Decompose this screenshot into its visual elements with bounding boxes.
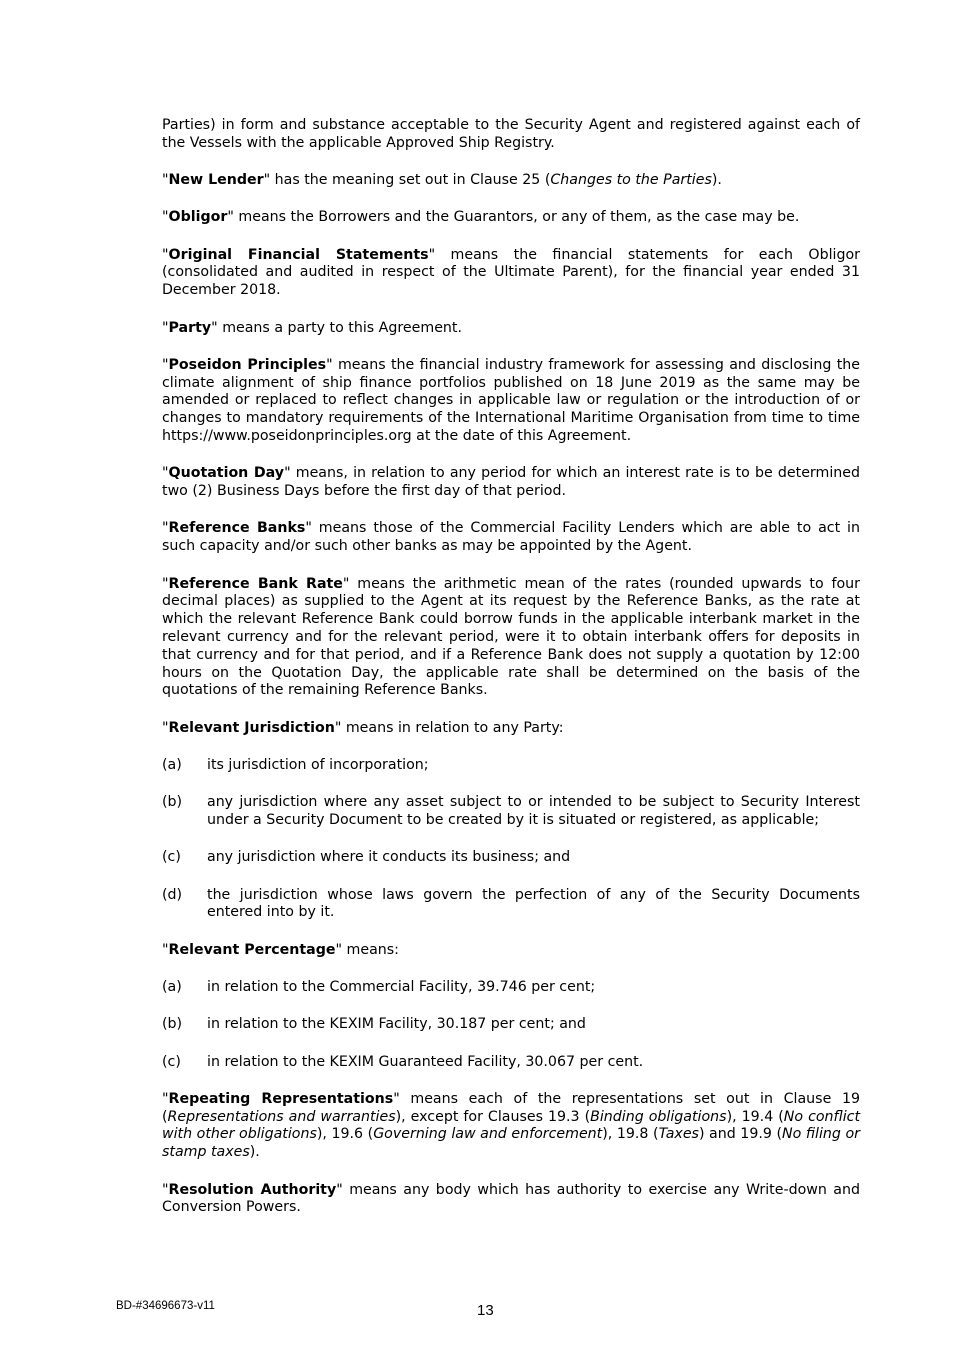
list-item-text: in relation to the KEXIM Guaranteed Facility, 30.067 per cent. [207, 1053, 644, 1070]
clause-reference: Representations and warranties [167, 1108, 396, 1125]
list-item [162, 979, 860, 997]
list-item-text: any jurisdiction where any asset subject to or intended to be subject to Security Interest under a Security Document to be created by it is situated or registered, as applicable; [207, 794, 860, 829]
list-item [162, 1016, 860, 1034]
definition-text: " means in relation to any Party: [334, 719, 564, 736]
term-new-lender: New Lender [168, 172, 264, 189]
definition-text: " means the Borrowers and the Guarantors, or any of them, as the case may be. [227, 209, 800, 226]
list-item [162, 757, 860, 775]
definition-text: " means: [335, 941, 399, 958]
definition-text: ), 19.4 ( [726, 1108, 784, 1125]
list-item-number: (c) [162, 849, 181, 866]
definition-poseidon-principles: "Poseidon Principles" means the financial industry framework for assessing and disclosing the climate alignment of ship finance portfolios published on 18 June 2019 as the same may be amended or replaced to reflect changes in applicable law or regulation or the introduction of or changes to mandatory requirements of the International Maritime Organisation from time to time https://www.poseidonprinciples.org at the date of this Agreement. [162, 356, 860, 445]
definition-text: ). [711, 172, 722, 189]
term-relevant-percentage: Relevant Percentage [168, 941, 336, 958]
list-item-number: (a) [162, 979, 182, 995]
intro-paragraph [162, 117, 860, 153]
definition-relevant-percentage: "Relevant Percentage" means: [162, 941, 399, 958]
clause-reference: Governing law and enforcement [373, 1126, 603, 1143]
term-quotation-day: Quotation Day [168, 465, 285, 482]
definition-text: ), 19.6 ( [316, 1126, 374, 1143]
page-number: 13 [477, 1302, 494, 1319]
list-item-number: (a) [162, 756, 182, 773]
list-item-number: (c) [162, 1053, 181, 1070]
definition-obligor: "Obligor" means the Borrowers and the Guarantors, or any of them, as the case may be. [162, 209, 800, 226]
list-item-text: its jurisdiction of incorporation; [207, 756, 429, 773]
term-relevant-jurisdiction: Relevant Jurisdiction [168, 719, 335, 736]
list-item [162, 849, 860, 867]
list-item-text: the jurisdiction whose laws govern the perfection of any of the Security Documents entered into by it. [207, 886, 860, 921]
list-item-number: (b) [162, 1016, 183, 1033]
clause-reference: No filing or stamp taxes [162, 1126, 860, 1161]
list-item-number: (b) [162, 794, 183, 811]
list-item-text: in relation to the KEXIM Facility, 30.187 per cent; and [207, 1016, 586, 1033]
definition-repeating-representations: "Repeating Representations" means each of the representations set out in Clause 19 (Representations and warranties), except for Clauses 19.3 (Binding obligations), 19.4 (No conflict with other obligations), 19.6 (Governing law and enforcement), 19.8 (Taxes) and 19.9 (No filing or stamp taxes). [162, 1090, 861, 1161]
list-item-text: in relation to the Commercial Facility, 39.746 per cent; [207, 979, 596, 995]
document-reference: BD-#34696673-v11 [116, 1300, 215, 1312]
definition-quotation-day: "Quotation Day" means, in relation to any period for which an interest rate is to be determined two (2) Business Days before the first day of that period. [162, 465, 860, 500]
clause-reference: Changes to the Parties [550, 172, 712, 189]
definition-text: ). [249, 1144, 260, 1161]
definition-new-lender: "New Lender" has the meaning set out in Clause 25 (Changes to the Parties). [162, 172, 722, 189]
list-item-text: any jurisdiction where it conducts its business; and [207, 849, 571, 866]
definition-reference-bank-rate: "Reference Bank Rate" means the arithmetic mean of the rates (rounded upwards to four decimal places) as supplied to the Agent at its request by the Reference Banks, as the rate at which the relevant Reference Bank could borrow funds in the applicable interbank market in the relevant currency and for the relevant period, were it to obtain interbank offers for deposits in that currency and for that period, and if a Reference Bank does not supply a quotation by 12:00 hours on the Quotation Day, the applicable rate shall be determined on the basis of the quotations of the remaining Reference Banks. [162, 575, 860, 699]
document-body [162, 117, 860, 1237]
intro-text: Parties) in form and substance acceptable to the Security Agent and registered against each of the Vessels with the applicable Approved Ship Registry. [162, 117, 860, 151]
list-item [162, 794, 860, 830]
term-reference-banks: Reference Banks [168, 520, 306, 537]
definition-party: "Party" means a party to this Agreement. [162, 319, 462, 336]
list-item [162, 1054, 860, 1072]
definition-relevant-jurisdiction: "Relevant Jurisdiction" means in relation to any Party: [162, 719, 564, 736]
definition-reference-banks: "Reference Banks" means those of the Commercial Facility Lenders which are able to act in such capacity and/or such other banks as may be appointed by the Agent. [162, 520, 860, 555]
term-obligor: Obligor [168, 209, 228, 226]
definition-text: " has the meaning set out in Clause 25 ( [263, 172, 551, 189]
definition-text: " means each of the representations set out in Clause 19 ( [162, 1090, 860, 1125]
definition-text: " means any body which has authority to exercise any Write-down and Conversion Powers. [162, 1181, 861, 1216]
list-item [162, 887, 860, 923]
term-party: Party [168, 319, 212, 336]
term-repeating-representations: Repeating Representations [168, 1090, 394, 1107]
definition-text: " means the financial industry framework for assessing and disclosing the climate alignment of ship finance portfolios published on 18 June 2019 as the same may be amended or replaced to reflect changes in applicable law or regulation or the introduction of or changes to mandatory requirements of the International Maritime Organisation from time to time https://www.poseidonprinciples.org at the date of this Agreement. [162, 356, 860, 445]
definition-original-financial-statements: "Original Financial Statements" means the financial statements for each Obligor (consolidated and audited in respect of the Ultimate Parent), for the financial year ended 31 December 2018. [162, 246, 860, 299]
definition-text: " means the arithmetic mean of the rates (rounded upwards to four decimal places) as supplied to the Agent at its request by the Reference Banks, as the rate at which the relevant Reference Bank could borrow funds in the applicable interbank market in the relevant currency and for the relevant period, were it to obtain interbank offers for deposits in that currency and for that period, and if a Reference Bank does not supply a quotation by 12:00 hours on the Quotation Day, the applicable rate shall be determined on the basis of the quotations of the remaining Reference Banks. [162, 575, 860, 699]
definition-text: " means, in relation to any period for which an interest rate is to be determined two (2) Business Days before the first day of that period. [162, 465, 860, 500]
term-resolution-authority: Resolution Authority [168, 1181, 337, 1198]
term-poseidon-principles: Poseidon Principles [168, 356, 327, 373]
clause-reference: Binding obligations [590, 1108, 727, 1125]
definition-text: ), 19.8 ( [602, 1126, 659, 1143]
definition-text: ) and 19.9 ( [698, 1126, 783, 1143]
clause-reference: No conflict with other obligations [162, 1108, 861, 1143]
definition-text: " means a party to this Agreement. [211, 319, 462, 336]
definition-text: ), except for Clauses 19.3 ( [395, 1108, 591, 1125]
definition-text: " means the financial statements for each Obligor (consolidated and audited in respect of the Ultimate Parent), for the financial year ended 31 December 2018. [162, 246, 860, 299]
list-item-number: (d) [162, 886, 183, 903]
term-original-financial-statements: Original Financial Statements [168, 246, 429, 263]
definition-resolution-authority: "Resolution Authority" means any body which has authority to exercise any Write-down and Conversion Powers. [162, 1181, 861, 1216]
definition-text: " means those of the Commercial Facility Lenders which are able to act in such capacity and/or such other banks as may be appointed by the Agent. [162, 520, 860, 555]
term-reference-bank-rate: Reference Bank Rate [168, 575, 343, 592]
clause-reference: Taxes [658, 1126, 699, 1143]
